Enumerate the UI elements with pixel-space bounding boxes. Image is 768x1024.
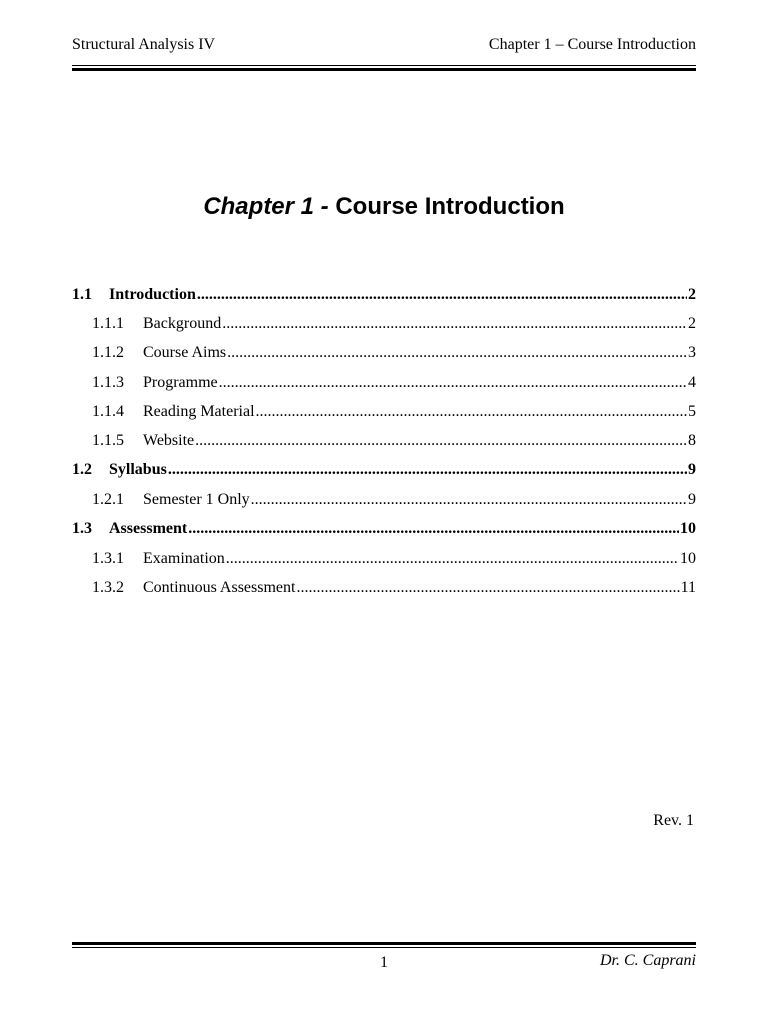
toc-entry[interactable] (72, 459, 696, 481)
toc-entry[interactable] (72, 342, 696, 364)
toc-entry-title: Syllabus (109, 461, 167, 478)
toc-entry-number: 1.2.1 (92, 491, 124, 508)
toc-entry-page: 4 (688, 374, 696, 391)
toc-entry-title: Semester 1 Only (143, 491, 250, 508)
toc-entry[interactable] (72, 372, 696, 394)
toc-leader-dots (222, 313, 687, 335)
toc-entry-page: 9 (688, 461, 696, 478)
header-chapter-title: Chapter 1 – Course Introduction (488, 36, 696, 53)
toc-leader-dots (227, 342, 687, 364)
toc-entry-page: 10 (680, 520, 696, 537)
toc-entry[interactable] (72, 284, 696, 306)
toc-leader-dots (251, 489, 687, 511)
toc-entry[interactable] (72, 430, 696, 452)
toc-entry-title: Reading Material (143, 403, 255, 420)
toc-entry-number: 1.1.2 (92, 344, 124, 361)
toc-entry-title: Website (143, 432, 195, 449)
toc-entry[interactable] (72, 313, 696, 335)
chapter-title-prefix: Chapter 1 - (203, 193, 329, 220)
footer-rule (72, 942, 696, 948)
toc-entry-title: Course Aims (143, 344, 227, 361)
revision-label: Rev. 1 (653, 812, 694, 829)
toc-entry-page: 11 (680, 579, 696, 596)
toc-entry[interactable] (72, 401, 696, 423)
toc-leader-dots (256, 401, 687, 423)
header-rule (72, 65, 696, 71)
toc-leader-dots (188, 518, 679, 540)
toc-entry-page: 9 (688, 491, 696, 508)
page-header (72, 34, 696, 56)
toc-entry-page: 10 (680, 550, 696, 567)
toc-leader-dots (219, 372, 687, 394)
toc-entry-title: Introduction (109, 286, 196, 303)
toc-entry-number: 1.2 (72, 461, 92, 478)
toc-entry[interactable] (72, 548, 696, 570)
toc-entry-number: 1.1 (72, 286, 92, 303)
footer-author: Dr. C. Caprani (599, 952, 696, 969)
toc-entry-title: Assessment (109, 520, 188, 537)
toc-entry-number: 1.3 (72, 520, 92, 537)
chapter-title-main: Course Introduction (335, 193, 565, 220)
toc-entry-title: Programme (143, 374, 218, 391)
toc-entry-page: 8 (688, 432, 696, 449)
toc-entry-page: 5 (688, 403, 696, 420)
header-course-title: Structural Analysis IV (72, 36, 216, 53)
toc-leader-dots (197, 284, 687, 306)
toc-entry-page: 2 (688, 286, 696, 303)
chapter-title (0, 191, 768, 223)
toc-leader-dots (195, 430, 687, 452)
toc-entry-number: 1.1.5 (92, 432, 124, 449)
toc-entry[interactable] (72, 489, 696, 511)
toc-entry-title: Examination (143, 550, 225, 567)
toc-entry[interactable] (72, 577, 696, 599)
toc-entry-number: 1.3.2 (92, 579, 124, 596)
toc-entry-number: 1.3.1 (92, 550, 124, 567)
toc-leader-dots (226, 548, 679, 570)
toc-entry-page: 2 (688, 315, 696, 332)
page-number: 1 (380, 954, 388, 971)
toc-leader-dots (296, 577, 679, 599)
toc-entry-page: 3 (688, 344, 696, 361)
toc-entry-title: Continuous Assessment (143, 579, 296, 596)
toc-entry-number: 1.1.3 (92, 374, 124, 391)
toc-entry-number: 1.1.4 (92, 403, 124, 420)
toc-leader-dots (168, 459, 687, 481)
toc-entry[interactable] (72, 518, 696, 540)
toc-entry-title: Background (143, 315, 222, 332)
toc-entry-number: 1.1.1 (92, 315, 124, 332)
